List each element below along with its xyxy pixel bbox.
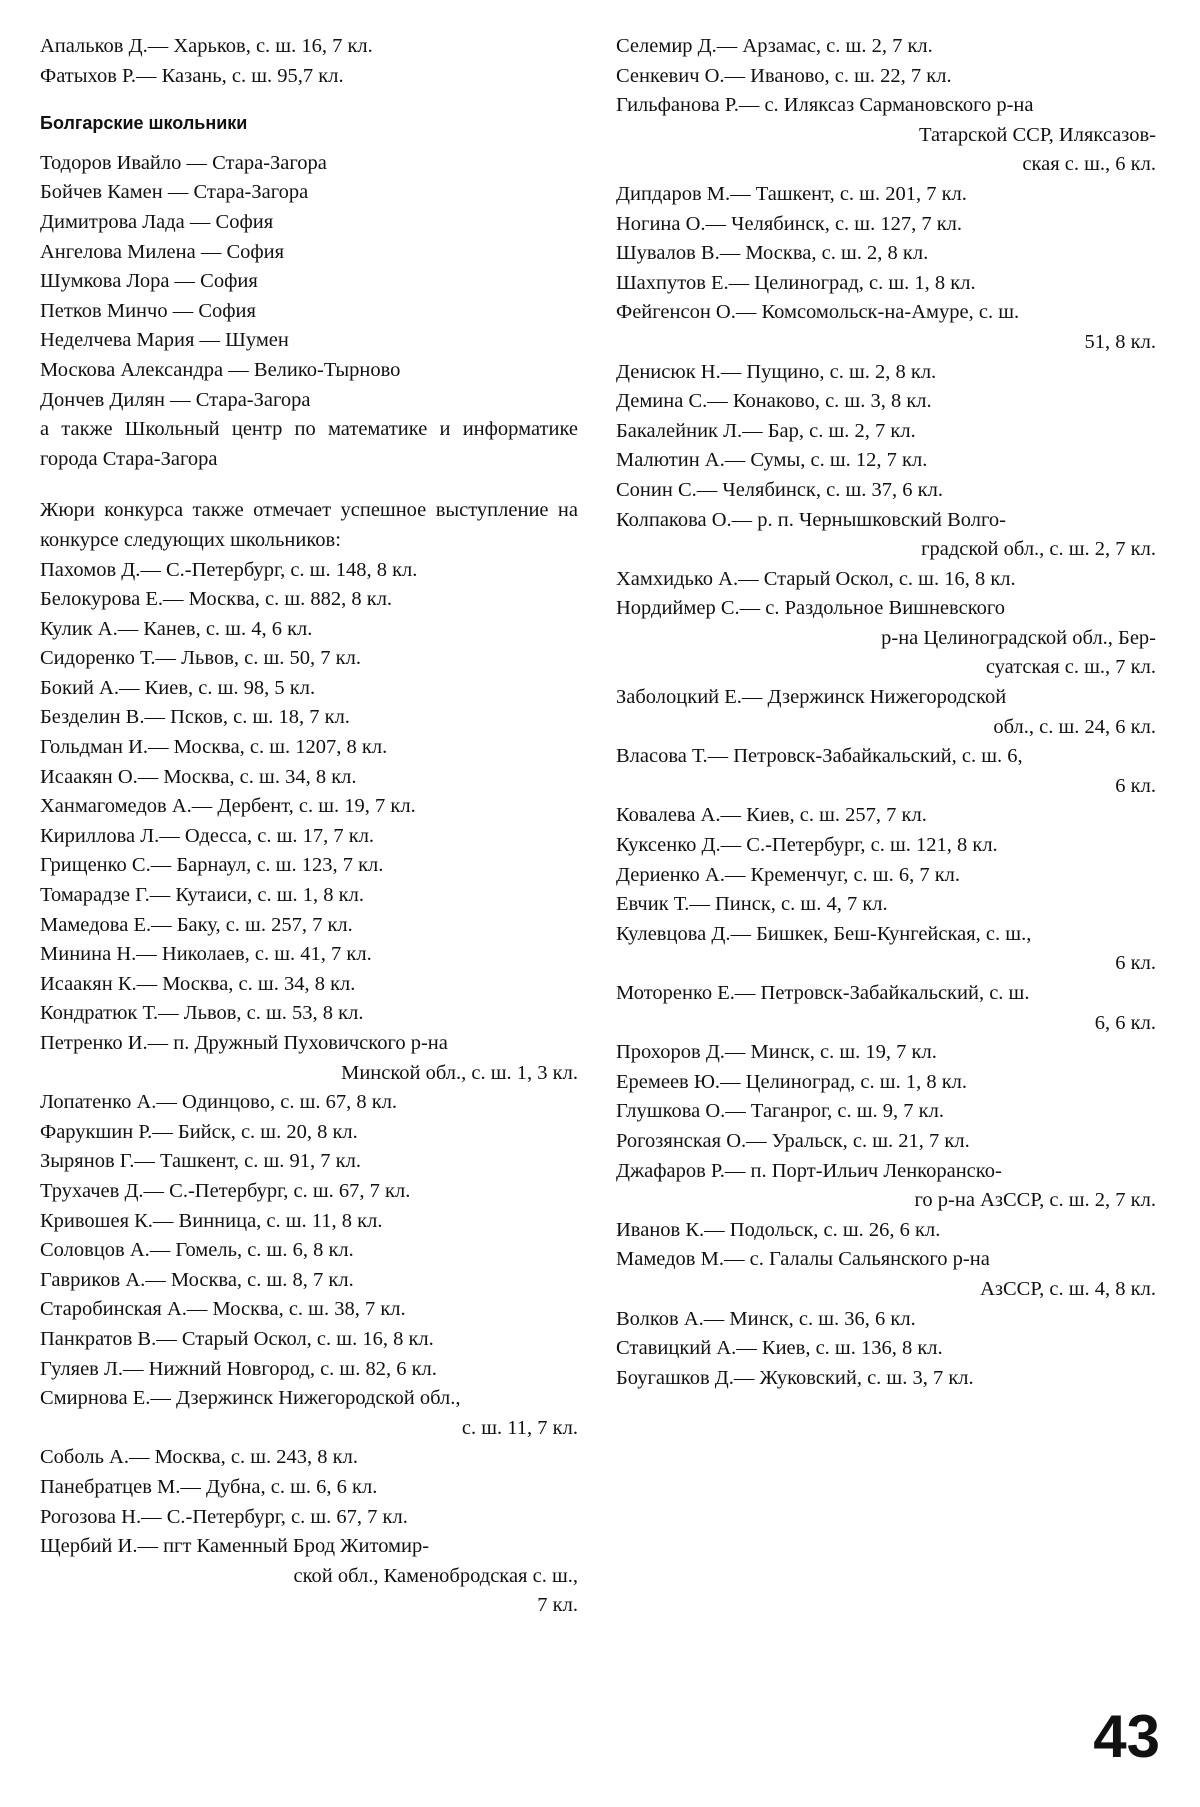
entry-main: Минина Н.— Николаев, с. ш. 41, 7 кл. (40, 943, 372, 966)
list-item (40, 1266, 578, 1296)
entry-main: Кондратюк Т.— Львов, с. ш. 53, 8 кл. (40, 1002, 364, 1025)
list-item (616, 476, 1156, 506)
entry-continuation: градской обл., с. ш. 2, 7 кл. (921, 538, 1156, 561)
entry-main: Гильфанова Р.— с. Иляксаз Сармановского р-на (616, 94, 1034, 117)
list-item (616, 387, 1156, 417)
entry-main: Рогозова Н.— С.-Петербург, с. ш. 67, 7 кл. (40, 1505, 408, 1528)
entry-main: Пахомов Д.— С.-Петербург, с. ш. 148, 8 кл. (40, 558, 418, 581)
list-item (40, 703, 578, 733)
entry-main: Боугашков Д.— Жуковский, с. ш. 3, 7 кл. (616, 1366, 974, 1389)
list-item (40, 1236, 578, 1266)
entry-main: Фарукшин Р.— Бийск, с. ш. 20, 8 кл. (40, 1120, 358, 1143)
entry-main: Ставицкий А.— Киев, с. ш. 136, 8 кл. (616, 1337, 943, 1360)
list-item: Апальков Д.— Харьков, с. ш. 16, 7 кл. (40, 35, 373, 57)
entry-continuation: обл., с. ш. 24, 6 кл. (993, 715, 1156, 738)
entry-main: Кулик А.— Канев, с. ш. 4, 6 кл. (40, 617, 313, 640)
entry-main: Денисюк Н.— Пущино, с. ш. 2, 8 кл. (616, 360, 937, 383)
entry-main: Демина С.— Конаково, с. ш. 3, 8 кл. (616, 390, 932, 413)
entry-main: Прохоров Д.— Минск, с. ш. 19, 7 кл. (616, 1041, 937, 1064)
entry-main: Гуляев Л.— Нижний Новгород, с. ш. 82, 6 кл. (40, 1357, 437, 1380)
entry-continuation: АзССР, с. ш. 4, 8 кл. (980, 1277, 1156, 1300)
entry-main: Хамхидько А.— Старый Оскол, с. ш. 16, 8 кл. (616, 567, 1016, 590)
entry-main: Нордиймер С.— с. Раздольное Вишневского (616, 597, 1006, 620)
list-item (616, 979, 1156, 1038)
bulgarian-student: Ангелова Милена — София (40, 240, 285, 263)
list-item (616, 446, 1156, 476)
bulgarian-student: Дончев Дилян — Стара-Загора (40, 388, 311, 411)
entry-continuation: 7 кл. (537, 1594, 578, 1617)
entry-main: Панебратцев М.— Дубна, с. ш. 6, 6 кл. (40, 1475, 378, 1498)
bulgarian-student: Бойчев Камен — Стара-Загора (40, 181, 309, 204)
entry-main: Мамедова Е.— Баку, с. ш. 257, 7 кл. (40, 913, 353, 936)
bulgarian-student: Петков Минчо — София (40, 299, 256, 322)
list-item (40, 1473, 578, 1503)
list-item (616, 1305, 1156, 1335)
list-item (40, 1532, 578, 1621)
list-item (40, 1443, 578, 1473)
list-item (616, 1157, 1156, 1216)
entry-main: Бакалейник Л.— Бар, с. ш. 2, 7 кл. (616, 419, 916, 442)
bulgarian-student: Москова Александра — Велико-Тырново (40, 358, 401, 381)
list-item (616, 801, 1156, 831)
list-item (40, 1147, 578, 1177)
entry-main: Кулевцова Д.— Бишкек, Беш-Кунгейская, с. ш., (616, 922, 1032, 945)
entry-main: Иванов К.— Подольск, с. ш. 26, 6 кл. (616, 1218, 941, 1241)
left-top-entries (40, 32, 578, 91)
entry-main: Рогозянская О.— Уральск, с. ш. 21, 7 кл. (616, 1129, 970, 1152)
list-item (616, 91, 1156, 180)
list-item (40, 911, 578, 941)
list-item (616, 1364, 1156, 1394)
list-item (40, 1207, 578, 1237)
list-item (616, 831, 1156, 861)
entry-main: Старобинская А.— Москва, с. ш. 38, 7 кл. (40, 1298, 406, 1321)
entry-main: Власова Т.— Петровск-Забайкальский, с. ш. 6, (616, 745, 1023, 768)
entry-main: Дериенко А.— Кременчуг, с. ш. 6, 7 кл. (616, 863, 961, 886)
list-item (40, 1295, 578, 1325)
list-item (40, 999, 578, 1029)
entry-continuation: 6, 6 кл. (1094, 1011, 1156, 1034)
entry-continuation: Татарской ССР, Иляксазов- (918, 123, 1156, 146)
list-item (616, 180, 1156, 210)
list-item (40, 1355, 578, 1385)
list-item (40, 792, 578, 822)
list-item (40, 940, 578, 970)
list-item (40, 1177, 578, 1207)
bulgarian-note: а также Школьный центр по математике и информатике города Стара-Загора (40, 418, 578, 470)
entry-continuation: суатская с. ш., 7 кл. (985, 656, 1156, 679)
list-item (616, 742, 1156, 801)
bulgarian-student: Димитрова Лада — София (40, 210, 274, 233)
list-item (40, 851, 578, 881)
jury-intro: Жюри конкурса также отмечает успешное выступление на конкурсе следующих школьников: (40, 499, 578, 551)
entry-main: Джафаров Р.— п. Порт-Ильич Ленкоранско- (616, 1159, 1002, 1182)
list-item (616, 920, 1156, 979)
bulgarian-student: Тодоров Ивайло — Стара-Загора (40, 151, 327, 174)
list-item (40, 1029, 578, 1088)
list-item (616, 239, 1156, 269)
page-number: 43 (1093, 1703, 1160, 1770)
entry-main: Сонин С.— Челябинск, с. ш. 37, 6 кл. (616, 478, 943, 501)
entry-main: Ногина О.— Челябинск, с. ш. 127, 7 кл. (616, 212, 963, 235)
entry-main: Зырянов Г.— Ташкент, с. ш. 91, 7 кл. (40, 1150, 361, 1173)
list-item (40, 733, 578, 763)
entry-main: Фейгенсон О.— Комсомольск-на-Амуре, с. ш. (616, 301, 1020, 324)
list-item (616, 565, 1156, 595)
entry-main: Безделин В.— Псков, с. ш. 18, 7 кл. (40, 706, 350, 729)
entry-main: Шахпутов Е.— Целиноград, с. ш. 1, 8 кл. (616, 271, 976, 294)
bulgarian-student: Неделчева Мария — Шумен (40, 329, 289, 352)
list-item (616, 506, 1156, 565)
entry-main: Панкратов В.— Старый Оскол, с. ш. 16, 8 кл. (40, 1327, 434, 1350)
list-item (40, 585, 578, 615)
entry-main: Еремеев Ю.— Целиноград, с. ш. 1, 8 кл. (616, 1070, 968, 1093)
list-item (616, 298, 1156, 357)
list-item (40, 970, 578, 1000)
list-item (40, 1325, 578, 1355)
entry-main: Волков А.— Минск, с. ш. 36, 6 кл. (616, 1307, 916, 1330)
entry-continuation: ская с. ш., 6 кл. (1022, 153, 1156, 176)
list-item (616, 1038, 1156, 1068)
entry-main: Малютин А.— Сумы, с. ш. 12, 7 кл. (616, 449, 928, 472)
entry-main: Заболоцкий Е.— Дзержинск Нижегородской (616, 686, 1007, 709)
right-entry-list (616, 32, 1156, 1393)
entry-main: Лопатенко А.— Одинцово, с. ш. 67, 8 кл. (40, 1091, 398, 1114)
entry-main: Бокий А.— Киев, с. ш. 98, 5 кл. (40, 676, 316, 699)
left-column (40, 32, 578, 1621)
entry-continuation: р-на Целиноградской обл., Бер- (881, 626, 1156, 649)
entry-main: Смирнова Е.— Дзержинск Нижегородской обл., (40, 1387, 461, 1410)
list-item (616, 32, 1156, 62)
list-item (616, 358, 1156, 388)
list-item (40, 822, 578, 852)
list-item (616, 683, 1156, 742)
list-item (40, 644, 578, 674)
list-item (40, 1118, 578, 1148)
entry-main: Дипдаров М.— Ташкент, с. ш. 201, 7 кл. (616, 182, 967, 205)
list-item (616, 1097, 1156, 1127)
entry-main: Гавриков А.— Москва, с. ш. 8, 7 кл. (40, 1268, 354, 1291)
list-item (40, 1384, 578, 1443)
entry-main: Соловцов А.— Гомель, с. ш. 6, 8 кл. (40, 1239, 354, 1262)
right-column (616, 32, 1156, 1393)
entry-main: Соболь А.— Москва, с. ш. 243, 8 кл. (40, 1446, 358, 1469)
list-item (40, 674, 578, 704)
list-item (616, 417, 1156, 447)
bulgarian-student: Шумкова Лора — София (40, 270, 258, 293)
entry-main: Томарадзе Г.— Кутаиси, с. ш. 1, 8 кл. (40, 884, 364, 907)
entry-continuation: 6 кл. (1115, 774, 1156, 797)
list-item (616, 861, 1156, 891)
entry-main: Трухачев Д.— С.-Петербург, с. ш. 67, 7 кл. (40, 1179, 411, 1202)
entry-main: Глушкова О.— Таганрог, с. ш. 9, 7 кл. (616, 1100, 944, 1123)
list-item (616, 62, 1156, 92)
entry-main: Грищенко С.— Барнаул, с. ш. 123, 7 кл. (40, 854, 384, 877)
entry-main: Гольдман И.— Москва, с. ш. 1207, 8 кл. (40, 736, 388, 759)
entry-main: Мамедов М.— с. Галалы Сальянского р-на (616, 1248, 990, 1271)
bulgarian-list (40, 149, 578, 415)
entry-main: Исаакян К.— Москва, с. ш. 34, 8 кл. (40, 972, 356, 995)
list-item (40, 881, 578, 911)
entry-continuation: го р-на АзССР, с. ш. 2, 7 кл. (914, 1189, 1156, 1212)
entry-continuation: 51, 8 кл. (1084, 330, 1156, 353)
entry-main: Ханмагомедов А.— Дербент, с. ш. 19, 7 кл. (40, 795, 416, 818)
entry-continuation: с. ш. 11, 7 кл. (461, 1416, 578, 1439)
entry-main: Белокурова Е.— Москва, с. ш. 882, 8 кл. (40, 588, 393, 611)
left-entry-list (40, 556, 578, 1621)
entry-main: Евчик Т.— Пинск, с. ш. 4, 7 кл. (616, 893, 888, 916)
list-item: Фатыхов Р.— Казань, с. ш. 95,7 кл. (40, 64, 344, 87)
list-item (40, 763, 578, 793)
entry-continuation: Минской обл., с. ш. 1, 3 кл. (341, 1061, 578, 1084)
list-item (616, 1068, 1156, 1098)
entry-main: Шувалов В.— Москва, с. ш. 2, 8 кл. (616, 242, 929, 265)
entry-main: Моторенко Е.— Петровск-Забайкальский, с. ш. (616, 982, 1030, 1004)
list-item (40, 1503, 578, 1533)
entry-main: Сидоренко Т.— Львов, с. ш. 50, 7 кл. (40, 647, 361, 670)
entry-main: Сенкевич О.— Иваново, с. ш. 22, 7 кл. (616, 64, 952, 87)
entry-main: Кириллова Л.— Одесса, с. ш. 17, 7 кл. (40, 824, 375, 847)
list-item (40, 615, 578, 645)
list-item (616, 1334, 1156, 1364)
entry-main: Куксенко Д.— С.-Петербург, с. ш. 121, 8 кл. (616, 834, 998, 857)
list-item (616, 210, 1156, 240)
bulgarian-heading: Болгарские школьники (40, 113, 248, 134)
entry-main: Колпакова О.— р. п. Чернышковский Волго- (616, 508, 1006, 531)
entry-continuation: ской обл., Каменобродская с. ш., (293, 1564, 578, 1587)
list-item (616, 1216, 1156, 1246)
entry-main: Ковалева А.— Киев, с. ш. 257, 7 кл. (616, 804, 927, 827)
list-item (616, 1127, 1156, 1157)
list-item (40, 1088, 578, 1118)
list-item (40, 556, 578, 586)
list-item (616, 890, 1156, 920)
entry-main: Щербий И.— пгт Каменный Брод Житомир- (40, 1535, 430, 1558)
list-item (616, 594, 1156, 683)
list-item (616, 1245, 1156, 1304)
entry-main: Селемир Д.— Арзамас, с. ш. 2, 7 кл. (616, 35, 933, 57)
entry-main: Кривошея К.— Винница, с. ш. 11, 8 кл. (40, 1209, 383, 1232)
list-item (616, 269, 1156, 299)
entry-main: Исаакян О.— Москва, с. ш. 34, 8 кл. (40, 765, 357, 788)
entry-main: Петренко И.— п. Дружный Пуховичского р-на (40, 1032, 448, 1054)
entry-continuation: 6 кл. (1115, 952, 1156, 975)
